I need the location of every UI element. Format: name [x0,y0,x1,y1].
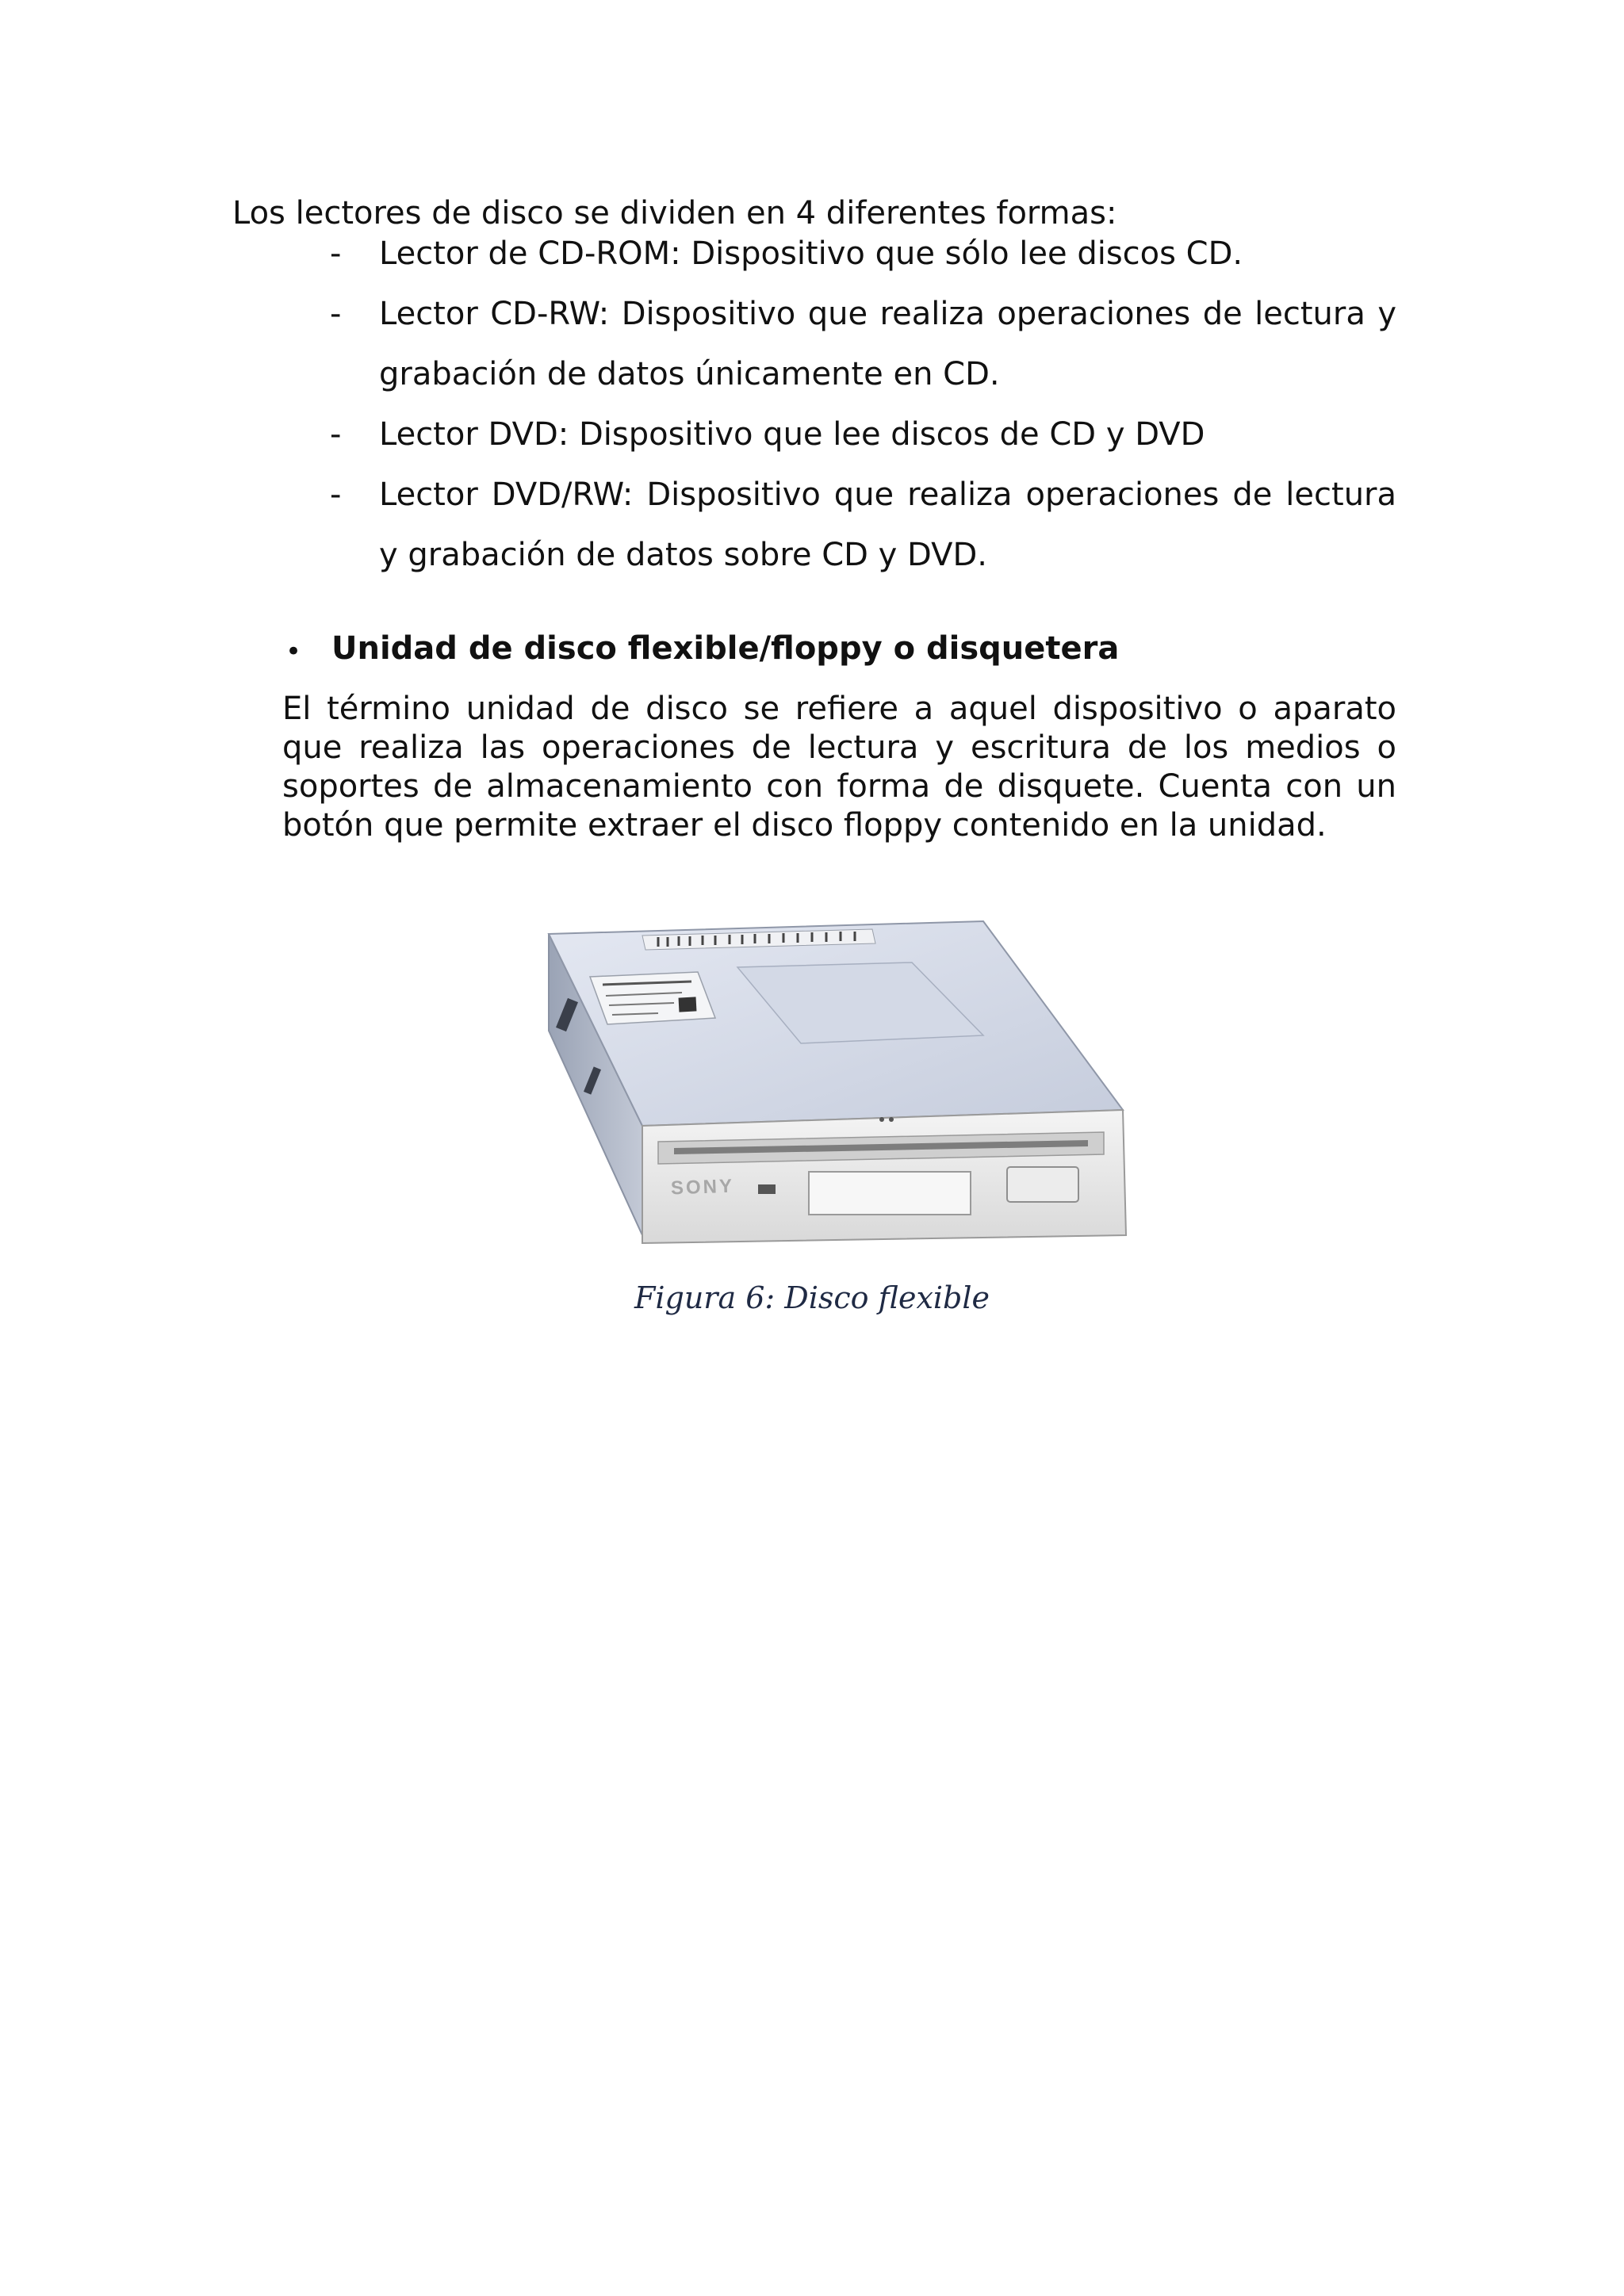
list-dash-marker: - [330,476,342,513]
floppy-brand-label: SONY [670,1175,735,1200]
list-item-text: Lector CD-RW: Dispositivo que realiza operaciones de lectura y grabación de datos únicamente en CD. [379,296,1396,392]
section-body-paragraph: El término unidad de disco se refiere a aquel dispositivo o aparato que realiza las operaciones de lectura y escritura de los medios o soportes de almacenamiento con forma de disquete. Cuenta con un botón que permite extraer el disco floppy contenido en la unidad. [282,691,1396,844]
list-item-text: Lector de CD-ROM: Dispositivo que sólo lee discos CD. [379,235,1243,272]
list-dash-marker: - [330,416,342,453]
list-item-text: Lector DVD/RW: Dispositivo que realiza operaciones de lectura y grabación de datos sobre CD y DVD. [379,476,1396,573]
list-dash-marker: - [330,296,342,332]
list-item-text: Lector DVD: Dispositivo que lee discos de CD y DVD [379,416,1205,453]
floppy-drive-image [539,912,1150,1253]
section-bullet: • [285,636,302,668]
figure-caption: Figura 6: Disco flexible [634,1280,990,1315]
list-dash-marker: - [330,235,342,272]
section-heading: Unidad de disco flexible/floppy o disquetera [331,630,1120,667]
intro-paragraph: Los lectores de disco se dividen en 4 diferentes formas: [232,195,1117,232]
floppy-drive-illustration [539,912,1150,1253]
